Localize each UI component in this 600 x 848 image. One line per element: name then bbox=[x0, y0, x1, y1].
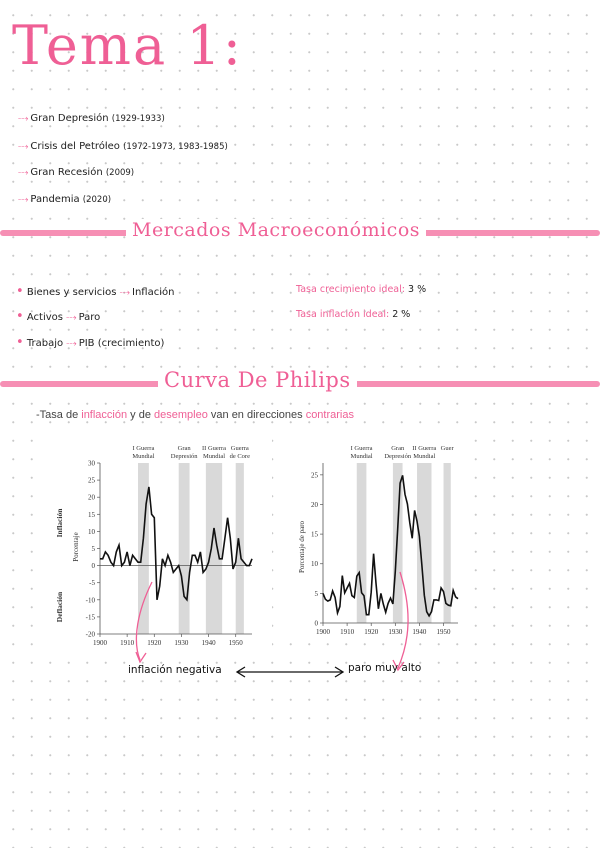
crisis-name: Crisis del Petróleo bbox=[30, 141, 120, 152]
y-tick-label: 10 bbox=[88, 527, 95, 536]
market-indicator: Inflación bbox=[132, 287, 175, 298]
y-tick-label: -5 bbox=[89, 579, 95, 588]
event-label: Mundial bbox=[202, 453, 226, 460]
crisis-years: (2020) bbox=[82, 195, 112, 205]
event-label: Mundial bbox=[132, 453, 155, 460]
arrow-icon: ⤏ bbox=[119, 287, 130, 298]
crisis-name: Gran Recesión bbox=[30, 167, 103, 178]
intro-part: -Tasa de bbox=[36, 409, 82, 421]
arrow-icon: ⤏ bbox=[66, 338, 77, 349]
y-tick-label: -10 bbox=[85, 596, 95, 605]
inflation-side-label: Inflación bbox=[55, 508, 64, 538]
x-tick-label: 1910 bbox=[120, 639, 135, 647]
arrow-icon: ⤏ bbox=[18, 113, 29, 124]
y-tick-label: 5 bbox=[314, 589, 318, 598]
y-axis-label: Porcentaje de paro bbox=[298, 520, 306, 574]
event-label: Depresión bbox=[384, 453, 412, 460]
x-tick-label: 1920 bbox=[147, 639, 162, 647]
y-tick-label: 0 bbox=[91, 562, 95, 571]
market-name: Bienes y servicios bbox=[26, 287, 117, 298]
event-label: II Guerra bbox=[202, 445, 226, 452]
y-tick-label: 15 bbox=[88, 510, 95, 519]
y-tick-label: 0 bbox=[314, 619, 318, 628]
annotation-left: inflación negativa bbox=[128, 664, 222, 676]
event-label: Guerra bbox=[230, 445, 249, 452]
rate-value: 3 % bbox=[408, 284, 427, 295]
crisis-name: Pandemia bbox=[30, 194, 80, 205]
event-label: I Guerra bbox=[350, 445, 373, 452]
y-tick-label: -20 bbox=[85, 630, 95, 639]
section-title-mercados: Mercados Macroeconómicos bbox=[126, 219, 426, 241]
page-title: Tema 1: bbox=[12, 14, 243, 77]
event-label: Mundial bbox=[413, 453, 436, 460]
crisis-years: (1929-1933) bbox=[111, 114, 165, 124]
rate-label: Tasa inflación ideal: bbox=[296, 309, 390, 320]
y-tick-label: 15 bbox=[311, 530, 318, 539]
event-label: I Guerra bbox=[132, 445, 155, 452]
arrow-icon: ⤏ bbox=[66, 312, 77, 323]
crisis-name: Gran Depresión bbox=[30, 113, 109, 124]
x-tick-label: 1920 bbox=[364, 628, 379, 636]
x-tick-label: 1900 bbox=[93, 639, 107, 647]
y-tick-label: 25 bbox=[88, 476, 95, 485]
y-tick-label: 30 bbox=[88, 459, 95, 468]
event-label: Mundial bbox=[350, 453, 373, 460]
y-tick-label: 10 bbox=[311, 560, 318, 569]
market-indicator: Paro bbox=[78, 312, 101, 323]
intro-part: y de bbox=[127, 409, 155, 421]
x-tick-label: 1940 bbox=[201, 639, 216, 647]
x-tick-label: 1910 bbox=[340, 628, 355, 636]
market-name: Activos bbox=[26, 312, 63, 323]
y-tick-label: 25 bbox=[311, 471, 318, 480]
arrow-icon: ⤏ bbox=[18, 141, 29, 152]
section-title-philips: Curva De Philips bbox=[158, 368, 357, 392]
market-name: Trabajo bbox=[26, 338, 64, 349]
y-tick-label: 20 bbox=[311, 500, 318, 509]
pink-arrow-left bbox=[136, 582, 152, 660]
event-label: Guer bbox=[440, 445, 454, 452]
annotation-right: paro muy alto bbox=[348, 662, 422, 674]
intro-highlight: inflacción bbox=[81, 409, 128, 421]
event-label: Gran bbox=[391, 445, 405, 452]
arrow-icon: ⤏ bbox=[18, 167, 29, 178]
intro-part: van en direcciones bbox=[207, 409, 306, 421]
bullet-dot-icon: • bbox=[16, 284, 24, 299]
crisis-years: (2009) bbox=[105, 168, 135, 178]
event-label: Depresión bbox=[170, 453, 198, 460]
pink-arrow-right bbox=[398, 572, 408, 668]
event-label: Gran bbox=[177, 445, 191, 452]
event-label: II Guerra bbox=[412, 445, 437, 452]
event-label: de Core bbox=[229, 453, 250, 460]
y-tick-label: 5 bbox=[91, 545, 95, 553]
rate-label: Tasa crecimiento ideal: bbox=[296, 284, 405, 295]
arrow-icon: ⤏ bbox=[18, 194, 29, 205]
x-tick-label: 1950 bbox=[436, 628, 451, 636]
x-tick-label: 1930 bbox=[174, 639, 189, 647]
x-tick-label: 1900 bbox=[316, 628, 330, 636]
bullet-dot-icon: • bbox=[16, 335, 24, 350]
x-tick-label: 1950 bbox=[228, 639, 243, 647]
crisis-years: (1972-1973, 1983-1985) bbox=[123, 142, 228, 152]
deflation-side-label: Deflación bbox=[55, 591, 64, 623]
y-axis-label: Porcentaje bbox=[72, 532, 80, 562]
x-tick-label: 1940 bbox=[412, 628, 427, 636]
rate-value: 2 % bbox=[392, 309, 411, 320]
y-tick-label: -15 bbox=[85, 613, 95, 622]
intro-highlight: contrarias bbox=[305, 409, 354, 421]
x-tick-label: 1930 bbox=[388, 628, 403, 636]
intro-highlight: desempleo bbox=[154, 409, 208, 421]
bullet-dot-icon: • bbox=[16, 309, 24, 324]
y-tick-label: 20 bbox=[88, 493, 95, 502]
market-indicator: PIB (crecimiento) bbox=[78, 338, 165, 349]
